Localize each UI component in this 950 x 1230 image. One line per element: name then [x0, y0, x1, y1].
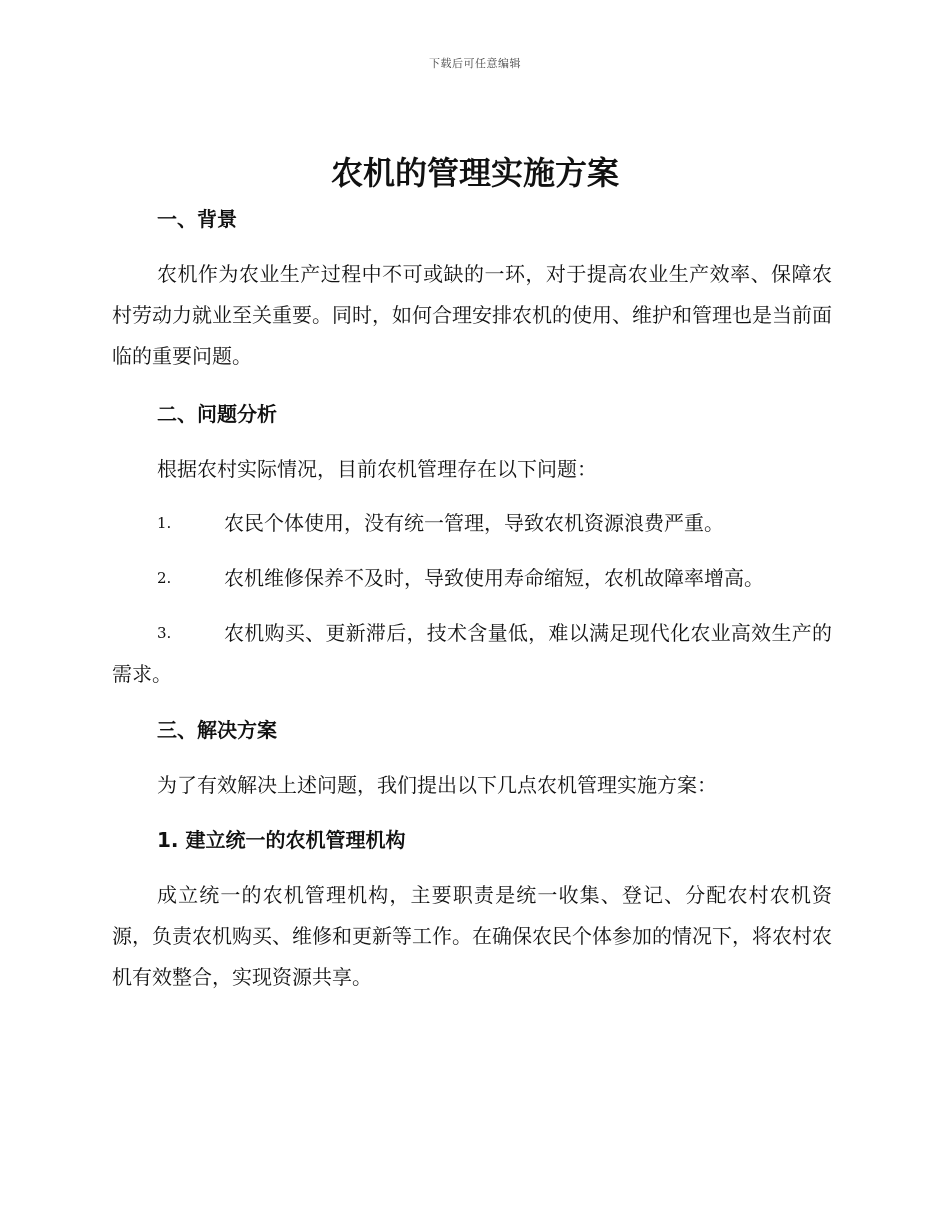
list-text: 农机维修保养不及时，导致使用寿命缩短，农机故障率增高。 [224, 566, 764, 590]
problem-list-item [112, 503, 832, 544]
analysis-intro: 根据农村实际情况，目前农机管理存在以下问题： [157, 457, 597, 481]
solution-intro: 为了有效解决上述问题，我们提出以下几点农机管理实施方案： [157, 773, 717, 797]
subheading-solution-1: 1. 建立统一的农机管理机构 [157, 828, 406, 852]
header-note: 下载后可任意编辑 [429, 57, 521, 70]
problem-list-item [112, 558, 832, 599]
list-number: 1. [157, 514, 172, 532]
list-text: 农机购买、更新滞后，技术含量低，难以满足现代化农业高效生产的需求。 [112, 621, 832, 686]
section-heading-background: 一、背景 [157, 207, 237, 231]
section-heading-solution: 三、解决方案 [157, 718, 277, 742]
section-heading-analysis: 二、问题分析 [157, 402, 277, 426]
list-number: 3. [157, 624, 172, 642]
list-number: 2. [157, 569, 172, 587]
problem-list-item [112, 613, 832, 695]
list-text: 农民个体使用，没有统一管理，导致农机资源浪费严重。 [224, 511, 724, 535]
page-title: 农机的管理实施方案 [330, 154, 619, 192]
background-paragraph: 农机作为农业生产过程中不可或缺的一环，对于提高农业生产效率、保障农村劳动力就业至关重要。同时，如何合理安排农机的使用、维护和管理也是当前面临的重要问题。 [112, 262, 832, 368]
solution-1-paragraph: 成立统一的农机管理机构，主要职责是统一收集、登记、分配农村农机资源，负责农机购买、维修和更新等工作。在确保农民个体参加的情况下，将农村农机有效整合，实现资源共享。 [112, 883, 832, 989]
